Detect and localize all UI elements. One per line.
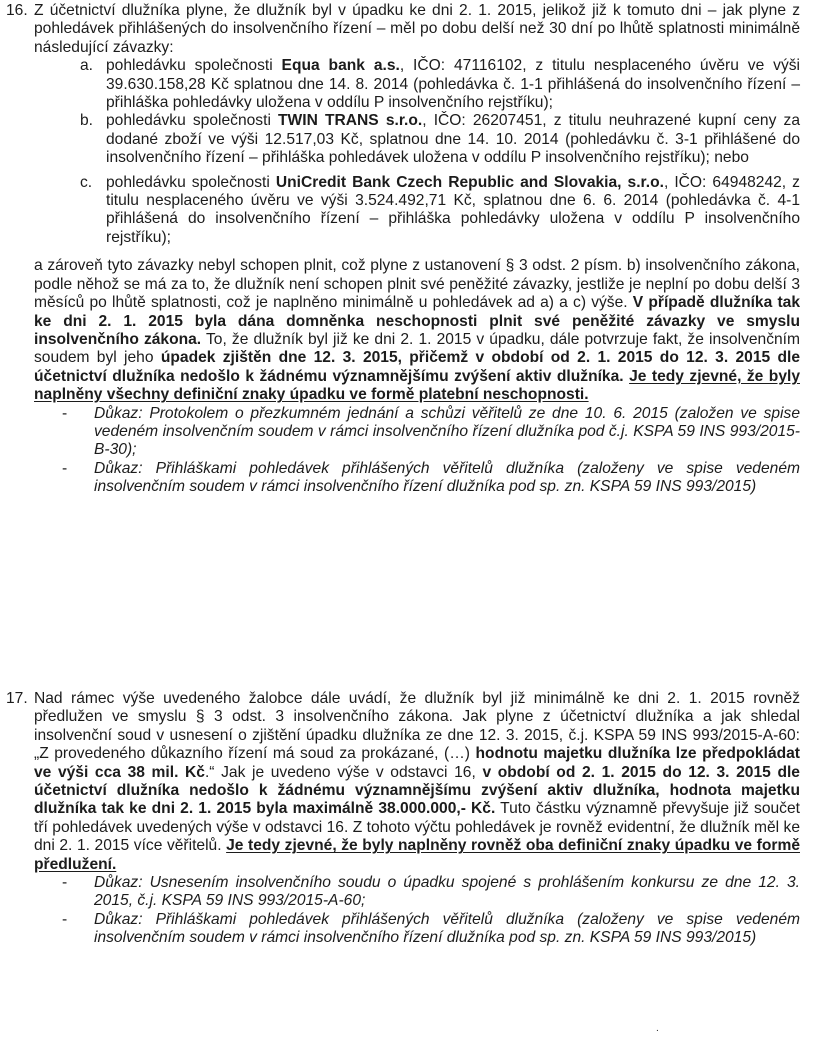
evidence-item: - Důkaz: Přihláškami pohledávek přihlášených věřitelů dlužníka (založeny ve spise vedeném insolvenčním soudem v rámci insolvenčního řízení dlužníka pod sp. zn. KSPA 59 INS 993/2015) xyxy=(62,459,800,496)
paragraph-intro: Z účetnictví dlužníka plyne, že dlužník byl v úpadku ke dni 2. 1. 2015, jelikož již k tomuto dni – jak plyne z pohledávek přihlášených do insolvenčního řízení – měl po dobu delší než 30 dní po lhůtě splatnosti minimálně následující závazky: xyxy=(34,2,800,56)
bullet-dash: - xyxy=(62,459,68,477)
paragraph-continuation: a zároveň tyto závazky nebyl schopen plnit, což plyne z ustanovení § 3 odst. 2 písm. b) insolvenčního zákona, podle něhož se má za to, že dlužník není schopen plnit své peněžité závazky, jestliže je neplní po dobu delší 3 měsíců po lhůtě splatnosti, což je naplněno minimálně u pohledávek ad a) a c) výše. V případě dlužníka tak ke dni 2. 1. 2015 byla dána domněnka neschopnosti plnit své peněžité závazky ve smyslu insolvenčního zákona. To, že dlužník byl již ke dni 2. 1. 2015 v úpadku, dále potvrzuje fakt, že insolvenčním soudem byl jeho úpadek zjištěn dne 12. 3. 2015, přičemž v období od 2. 1. 2015 do 12. 3. 2015 dle účetnictví dlužníka nedošlo k žádnému významnějšímu zvýšení aktiv dlužníka. Je tedy zjevné, že byly naplněny všechny definiční znaky úpadku ve formě platební neschopnosti. xyxy=(34,257,801,404)
list-marker: c. xyxy=(80,173,93,191)
underlined-conclusion: Je tedy zjevné, že byly naplněny všechny definiční znaky úpadku ve formě platební neschopnosti. xyxy=(34,367,800,404)
paragraph-17 xyxy=(0,690,800,948)
paragraph-number: 17. xyxy=(6,690,28,707)
list-item: c. pohledávku společnosti UniCredit Bank Czech Republic and Slovakia, s.r.o., IČO: 64948242, z titulu nesplaceného úvěru ve výši 3.524.492,71 Kč, splatnou dne 6. 6. 2014 (pohledávka č. 4-1 přihlášená do insolvenčního řízení – přihláška pohledávky uložena v oddílu P insolvenčního rejstříku); xyxy=(80,173,800,246)
bold-statement: hodnotu majetku dlužníka lze předpokládat ve výši cca 38 mil. Kč xyxy=(34,745,801,781)
bullet-dash: - xyxy=(62,910,68,928)
claims-list xyxy=(0,57,800,247)
scan-speck: . xyxy=(656,1023,659,1034)
bold-statement: úpadek zjištěn dne 12. 3. 2015, přičemž v období od 2. 1. 2015 do 12. 3. 2015 dle účetnictví dlužníka nedošlo k žádnému významnějšímu zvýšení aktiv dlužníka. xyxy=(34,349,801,385)
list-item: a. pohledávku společnosti Equa bank a.s., IČO: 47116102, z titulu nesplaceného úvěru ve výši 39.630.158,28 Kč splatnou dne 14. 8. 2014 (pohledávka č. 1-1 přihlášená do insolvenčního řízení – přihláška pohledávky uložena v oddílu P insolvenčního rejstříku); xyxy=(80,57,800,112)
paragraph-number: 16. xyxy=(6,2,28,19)
paragraph-body: Nad rámec výše uvedeného žalobce dále uvádí, že dlužník byl již minimálně ke dni 2. 1. 2015 rovněž předlužen ve smyslu § 3 odst. 3 insolvenčního zákona. Jak plyne z účetnictví dlužníka a jak shledal insolvenční soud v usnesení o zjištění úpadku dlužníka ze dne 12. 3. 2015, č.j. KSPA 59 INS 993/2015-A-60: „Z provedeného důkazního řízení má soud za prokázané, (…) hodnotu majetku dlužníka lze předpokládat ve výši cca 38 mil. Kč.“ Jak je uvedeno výše v odstavci 16, v období od 2. 1. 2015 do 12. 3. 2015 dle účetnictví dlužníka nedošlo k žádnému významnějšímu zvýšení aktiv dlužníka, hodnota majetku dlužníka tak ke dni 2. 1. 2015 byla maximálně 38.000.000,- Kč. Tuto částku významně převyšuje již součet tří pohledávek uvedených výše v odstavci 16. Z tohoto výčtu pohledávek je rovněž evidentní, že dlužník měl ke dni 2. 1. 2015 více věřitelů. Je tedy zjevné, že byly naplněny rovněž oba definiční znaky úpadku ve formě předlužení. xyxy=(34,690,801,873)
company-name: Equa bank a.s. xyxy=(281,57,400,75)
bullet-dash: - xyxy=(62,404,68,422)
bullet-dash: - xyxy=(62,874,68,892)
list-item: b. pohledávku společnosti TWIN TRANS s.r.o., IČO: 26207451, z titulu neuhrazené kupní ceny za dodané zboží ve výši 12.517,03 Kč, splatnou dne 14. 10. 2014 (pohledávku č. 3-1 přihlášené do insolvenčního řízení – přihláška pohledávek uložena v oddílu P insolvenčního rejstříku); nebo xyxy=(80,112,800,167)
bold-statement: v období od 2. 1. 2015 do 12. 3. 2015 dle účetnictví dlužníka nedošlo k žádnému významnějšímu zvýšení aktiv dlužníka, hodnota majetku dlužníka tak ke dni 2. 1. 2015 byla maximálně 38.000.000,- Kč. xyxy=(34,763,800,818)
underlined-conclusion: Je tedy zjevné, že byly naplněny rovněž oba definiční znaky úpadku ve formě předlužení. xyxy=(34,837,800,873)
paragraph-16 xyxy=(0,2,800,497)
company-name: UniCredit Bank Czech Republic and Slovakia, s.r.o. xyxy=(275,173,664,191)
evidence-item: - Důkaz: Přihláškami pohledávek přihlášených věřitelů dlužníka (založeny ve spise vedeném insolvenčním soudem v rámci insolvenčního řízení dlužníka pod sp. zn. KSPA 59 INS 993/2015) xyxy=(62,910,800,947)
company-name: TWIN TRANS s.r.o. xyxy=(278,112,423,130)
bold-statement: V případě dlužníka tak ke dni 2. 1. 2015 byla dána domněnka neschopnosti plnit své peněžité závazky ve smyslu insolvenčního zákona. xyxy=(34,294,801,348)
evidence-item: - Důkaz: Protokolem o přezkumném jednání a schůzi věřitelů ze dne 10. 6. 2015 (založen ve spise vedeném insolvenčním soudem v rámci insolvenčního řízení dlužníka pod č.j. KSPA 59 INS 993/2015-B-30); xyxy=(62,404,800,459)
list-marker: a. xyxy=(80,57,94,75)
evidence-list xyxy=(0,405,800,497)
list-marker: b. xyxy=(80,112,94,130)
evidence-list xyxy=(0,874,800,948)
evidence-item: - Důkaz: Usnesením insolvenčního soudu o úpadku spojené s prohlášením konkursu ze dne 12. 3. 2015, č.j. KSPA 59 INS 993/2015-A-60; xyxy=(62,874,800,910)
